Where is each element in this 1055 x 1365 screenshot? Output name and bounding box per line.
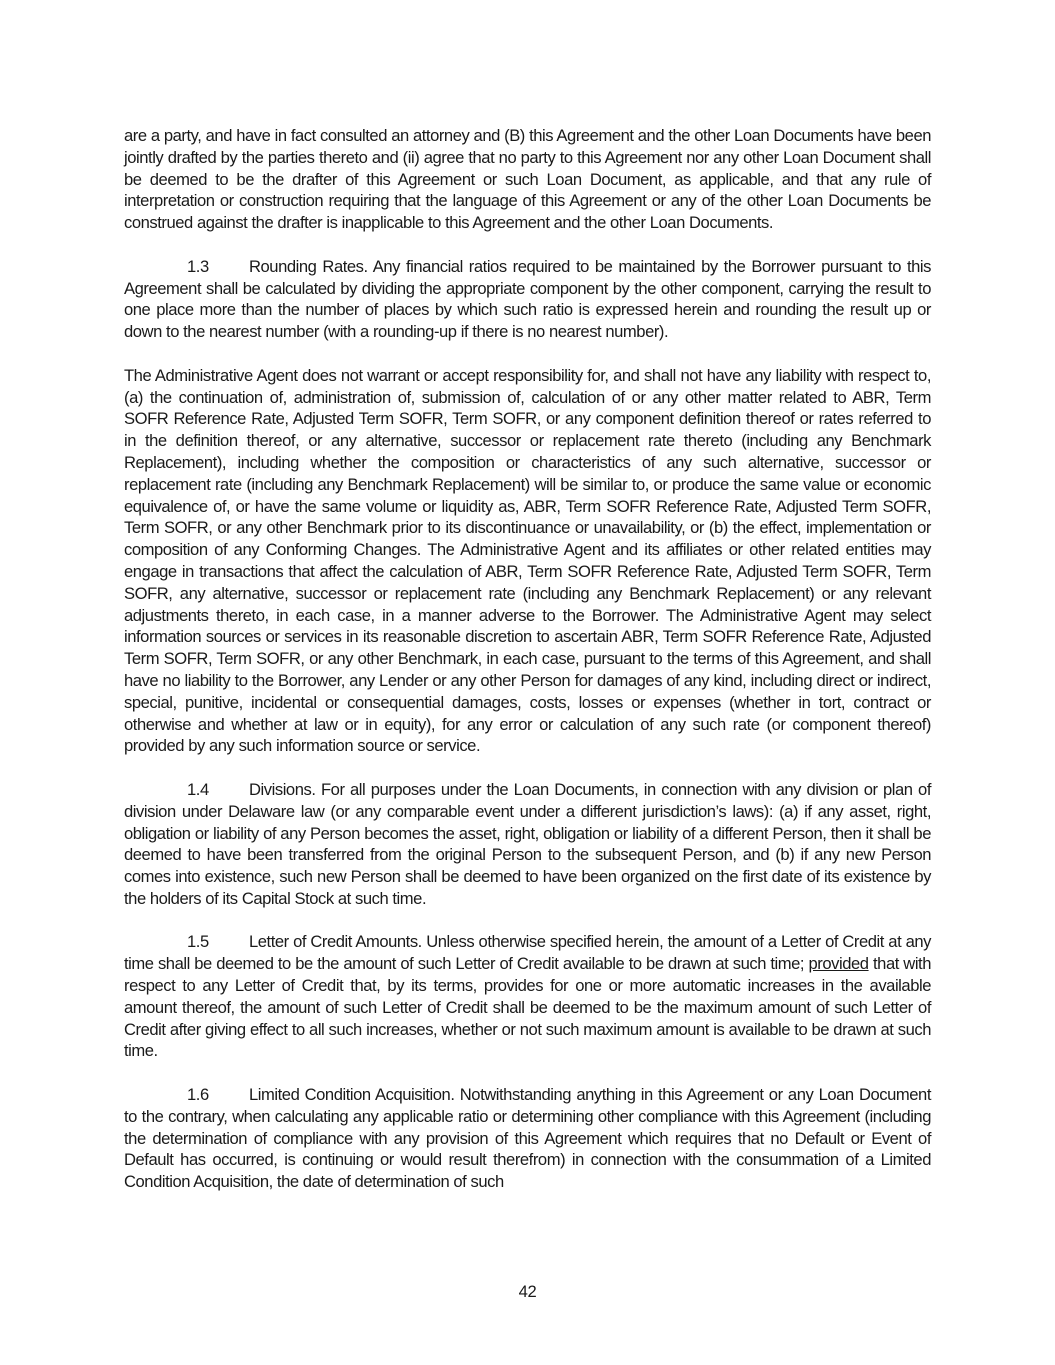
- section-title: Divisions.: [249, 779, 316, 799]
- document-body: [124, 125, 931, 1193]
- page-number: 42: [518, 1282, 537, 1301]
- section-text-before: Unless otherwise specified herein, the amount of a Letter of Credit at any time shall be deemed to be the amount of such Letter of Credit available to be drawn at such time;: [124, 932, 931, 974]
- section-number: 1.3: [187, 256, 209, 276]
- section-1-4: [124, 779, 931, 910]
- section-title: Letter of Credit Amounts.: [249, 932, 422, 952]
- section-1-3: [124, 256, 931, 343]
- section-title: Rounding Rates.: [249, 256, 368, 276]
- section-number: 1.4: [187, 779, 209, 799]
- section-text: Any financial ratios required to be maintained by the Borrower pursuant to this Agreement shall be calculated by dividing the appropriate component by the other component, carrying the result to one place more than the number of places by which such ratio is expressed herein and rounding the result up or down to the nearest number (with a rounding-up if there is no nearest number).: [124, 256, 931, 342]
- provided-underlined: provided: [808, 954, 869, 974]
- section-title: Limited Condition Acquisition.: [249, 1085, 455, 1105]
- admin-agent-paragraph: [124, 365, 931, 757]
- section-text-after: that with respect to any Letter of Credit that, by its terms, provides for one or more automatic increases in the available amount thereof, the amount of such Letter of Credit shall be deemed to be the maximum amount of such Letter of Credit after giving effect to all such increases, whether or not such maximum amount is available to be drawn at such time.: [124, 954, 931, 1061]
- section-1-5: [124, 931, 931, 1062]
- continuation-paragraph: [124, 125, 931, 234]
- paragraph-text: The Administrative Agent does not warrant or accept responsibility for, and shall not have any liability with respect to, (a) the continuation of, administration of, submission of, calculation of or any other matter related to ABR, Term SOFR Reference Rate, Adjusted Term SOFR, Term SOFR, or any component definition thereof or rates referred to in the definition thereof, or any alternative, successor or replacement rate thereto (including any Benchmark Replacement), including whether the composition or characteristics of any such alternative, successor or replacement rate (including any Benchmark Replacement) will be similar to, or produce the same value or economic equivalence of, or have the same volume or liquidity as, ABR, Term SOFR Reference Rate, Adjusted Term SOFR, Term SOFR, or any other Benchmark prior to its discontinuance or unavailability, or (b) the effect, implementation or composition of any Conforming Changes. The Administrative Agent and its affiliates or other related entities may engage in transactions that affect the calculation of ABR, Term SOFR Reference Rate, Adjusted Term SOFR, Term SOFR, any alternative, successor or replacement rate (including any Benchmark Replacement) or any relevant adjustments thereto, in each case, in a manner adverse to the Borrower. The Administrative Agent may select information sources or services in its reasonable discretion to ascertain ABR, Term SOFR Reference Rate, Adjusted Term SOFR, Term SOFR, or any other Benchmark, in each case, pursuant to the terms of this Agreement, and shall have no liability to the Borrower, any Lender or any other Person for damages of any kind, including direct or indirect, special, punitive, incidental or consequential damages, costs, losses or expenses (whether in tort, contract or otherwise and whether at law or in equity), for any error or calculation of any such rate (or component thereof) provided by any such information source or service.: [124, 365, 931, 756]
- section-1-6: [124, 1084, 931, 1193]
- section-number: 1.5: [187, 932, 209, 952]
- continuation-text: are a party, and have in fact consulted an attorney and (B) this Agreement and the other Loan Documents have been jointly drafted by the parties thereto and (ii) agree that no party to this Agreement nor any other Loan Document shall be deemed to be the drafter of this Agreement or such Loan Document, as applicable, and that any rule of interpretation or construction requiring that the language of this Agreement or any of the other Loan Documents be construed against the drafter is inapplicable to this Agreement and the other Loan Documents.: [124, 126, 931, 233]
- section-text: For all purposes under the Loan Documents, in connection with any division or plan of division under Delaware law (or any comparable event under a different jurisdiction’s laws): (a) if any asset, right, obligation or liability of any Person becomes the asset, right, obligation or liability of a different Person, then it shall be deemed to have been transferred from the original Person to the subsequent Person, and (b) if any new Person comes into existence, such new Person shall be deemed to have been organized on the first date of its existence by the holders of its Capital Stock at such time.: [124, 779, 931, 908]
- section-number: 1.6: [187, 1085, 209, 1105]
- section-text: Notwithstanding anything in this Agreement or any Loan Document to the contrary, when calculating any applicable ratio or determining other compliance with this Agreement (including the determination of compliance with any provision of this Agreement which requires that no Default or Event of Default has occurred, is continuing or would result therefrom) in connection with the consummation of a Limited Condition Acquisition, the date of determination of such: [124, 1085, 931, 1192]
